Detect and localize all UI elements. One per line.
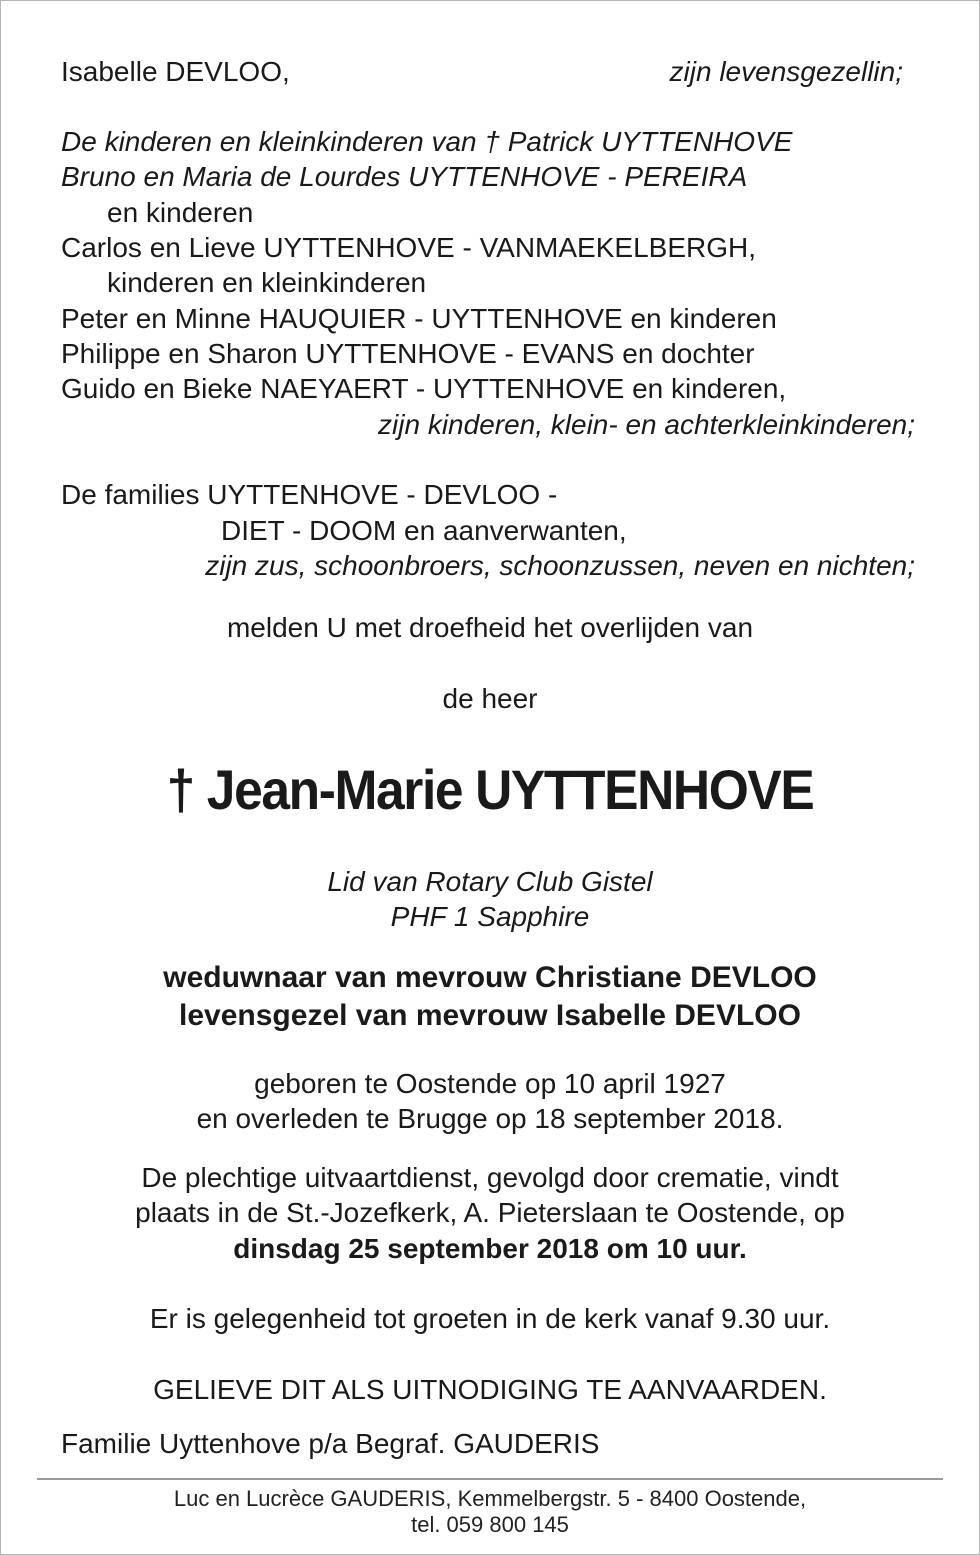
- families-relation: zijn zus, schoonbroers, schoonzussen, neven en nichten;: [205, 550, 915, 581]
- membership-line: Lid van Rotary Club Gistel: [327, 866, 653, 897]
- partner-name: Isabelle DEVLOO,: [61, 56, 290, 87]
- greeting: Er is gelegenheid tot groeten in de kerk vanaf 9.30 uur.: [149, 1303, 831, 1334]
- membership-line: PHF 1 Sapphire: [390, 901, 590, 932]
- deceased-name: † Jean-Marie UYTTENHOVE: [166, 758, 814, 821]
- footer-address: Luc en Lucrèce GAUDERIS, Kemmelbergstr. 5 - 8400 Oostende,: [173, 1486, 807, 1511]
- children-line: Peter en Minne HAUQUIER - UYTTENHOVE en kinderen: [61, 303, 777, 334]
- children-line: Guido en Bieke NAEYAERT - UYTTENHOVE en kinderen,: [61, 373, 787, 404]
- service-datetime: dinsdag 25 september 2018 om 10 uur.: [233, 1233, 747, 1264]
- salutation: de heer: [442, 683, 538, 714]
- footer-phone: tel. 059 800 145: [411, 1512, 569, 1537]
- children-line: kinderen en kleinkinderen: [107, 267, 427, 298]
- children-line: De kinderen en kleinkinderen van † Patrick UYTTENHOVE: [61, 126, 793, 157]
- status-line: weduwnaar van mevrouw Christiane DEVLOO: [163, 961, 817, 994]
- service-line: plaats in de St.-Jozefkerk, A. Pieterslaan te Oostende, op: [135, 1197, 845, 1228]
- contact: Familie Uyttenhove p/a Begraf. GAUDERIS: [61, 1428, 600, 1459]
- status-line: levensgezel van mevrouw Isabelle DEVLOO: [179, 999, 801, 1032]
- announcement: melden U met droefheid het overlijden van: [226, 612, 754, 643]
- invitation: GELIEVE DIT ALS UITNODIGING TE AANVAARDEN.: [153, 1374, 827, 1405]
- dates-line: en overleden te Brugge op 18 september 2018.: [196, 1103, 784, 1134]
- partner-relation: zijn levensgezellin;: [669, 56, 903, 87]
- families-line: De families UYTTENHOVE - DEVLOO -: [61, 479, 558, 510]
- dates-line: geboren te Oostende op 10 april 1927: [254, 1068, 726, 1099]
- footer-divider: [37, 1478, 943, 1480]
- children-relation: zijn kinderen, klein- en achterkleinkinderen;: [378, 409, 915, 440]
- children-line: Philippe en Sharon UYTTENHOVE - EVANS en dochter: [61, 338, 755, 369]
- children-line: en kinderen: [107, 197, 254, 228]
- children-line: Bruno en Maria de Lourdes UYTTENHOVE - PEREIRA: [61, 161, 748, 192]
- children-line: Carlos en Lieve UYTTENHOVE - VANMAEKELBERGH,: [61, 232, 757, 263]
- families-line: DIET - DOOM en aanverwanten,: [221, 515, 627, 546]
- service-line: De plechtige uitvaartdienst, gevolgd door crematie, vindt: [141, 1162, 839, 1193]
